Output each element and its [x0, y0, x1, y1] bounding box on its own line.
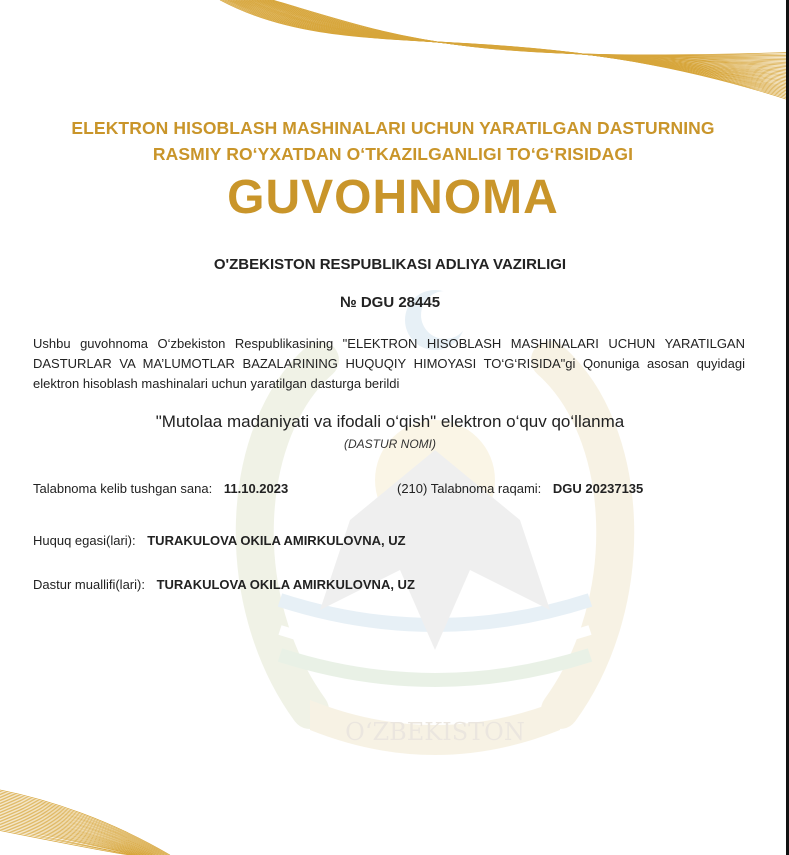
title-line-2: RASMIY RO‘YXATDAN O‘TKAZILGANLIGI TO‘G‘RISIDAGI: [152, 144, 634, 164]
application-date-label: Talabnoma kelib tushgan sana:: [33, 481, 213, 496]
document-type-title: GUVOHNOMA: [227, 171, 559, 224]
certificate-number: № DGU 28445: [339, 294, 441, 311]
application-date-field: [33, 481, 288, 496]
gold-wave-top-decoration: [180, 0, 789, 130]
application-number-label: (210) Talabnoma raqami:: [397, 481, 542, 496]
program-name: "Mutolaa madaniyati va ifodali o‘qish" elektron o‘quv qo‘llanma: [155, 412, 625, 431]
gold-wave-bottom-decoration: [0, 760, 200, 855]
author-field: [33, 577, 415, 592]
application-number-field: [397, 481, 643, 496]
issuer-name: O'ZBEKISTON RESPUBLIKASI ADLIYA VAZIRLIGI: [213, 256, 567, 273]
application-date-value: 11.10.2023: [223, 481, 289, 496]
owner-value: TURAKULOVA OKILA AMIRKULOVNA, UZ: [147, 533, 406, 548]
title-line-1: ELEKTRON HISOBLASH MASHINALARI UCHUN YARATILGAN DASTURNING: [71, 118, 715, 138]
application-number-value: DGU 20237135: [552, 481, 644, 496]
program-name-caption: (DASTUR NOMI): [344, 437, 436, 451]
author-value: TURAKULOVA OKILA AMIRKULOVNA, UZ: [156, 577, 415, 592]
owner-label: Huquq egasi(lari):: [33, 533, 136, 548]
intro-paragraph: Ushbu guvohnoma O‘zbekiston Respublikasining "ELEKTRON HISOBLASH MASHINALARI UCHUN YARATILGAN DASTURLAR VA MA’LUMOTLAR BAZALARINING HUQUQIY HIMOYASI TO‘G‘RISIDA"gi Qonuniga asosan quyidagi elektron hisoblash mashinalari uchun yaratilgan dasturga berildi: [33, 336, 745, 391]
author-label: Dastur muallifi(lari):: [33, 577, 145, 592]
emblem-banner-text: O‘ZBEKISTON: [345, 718, 525, 746]
owner-field: [33, 533, 406, 548]
